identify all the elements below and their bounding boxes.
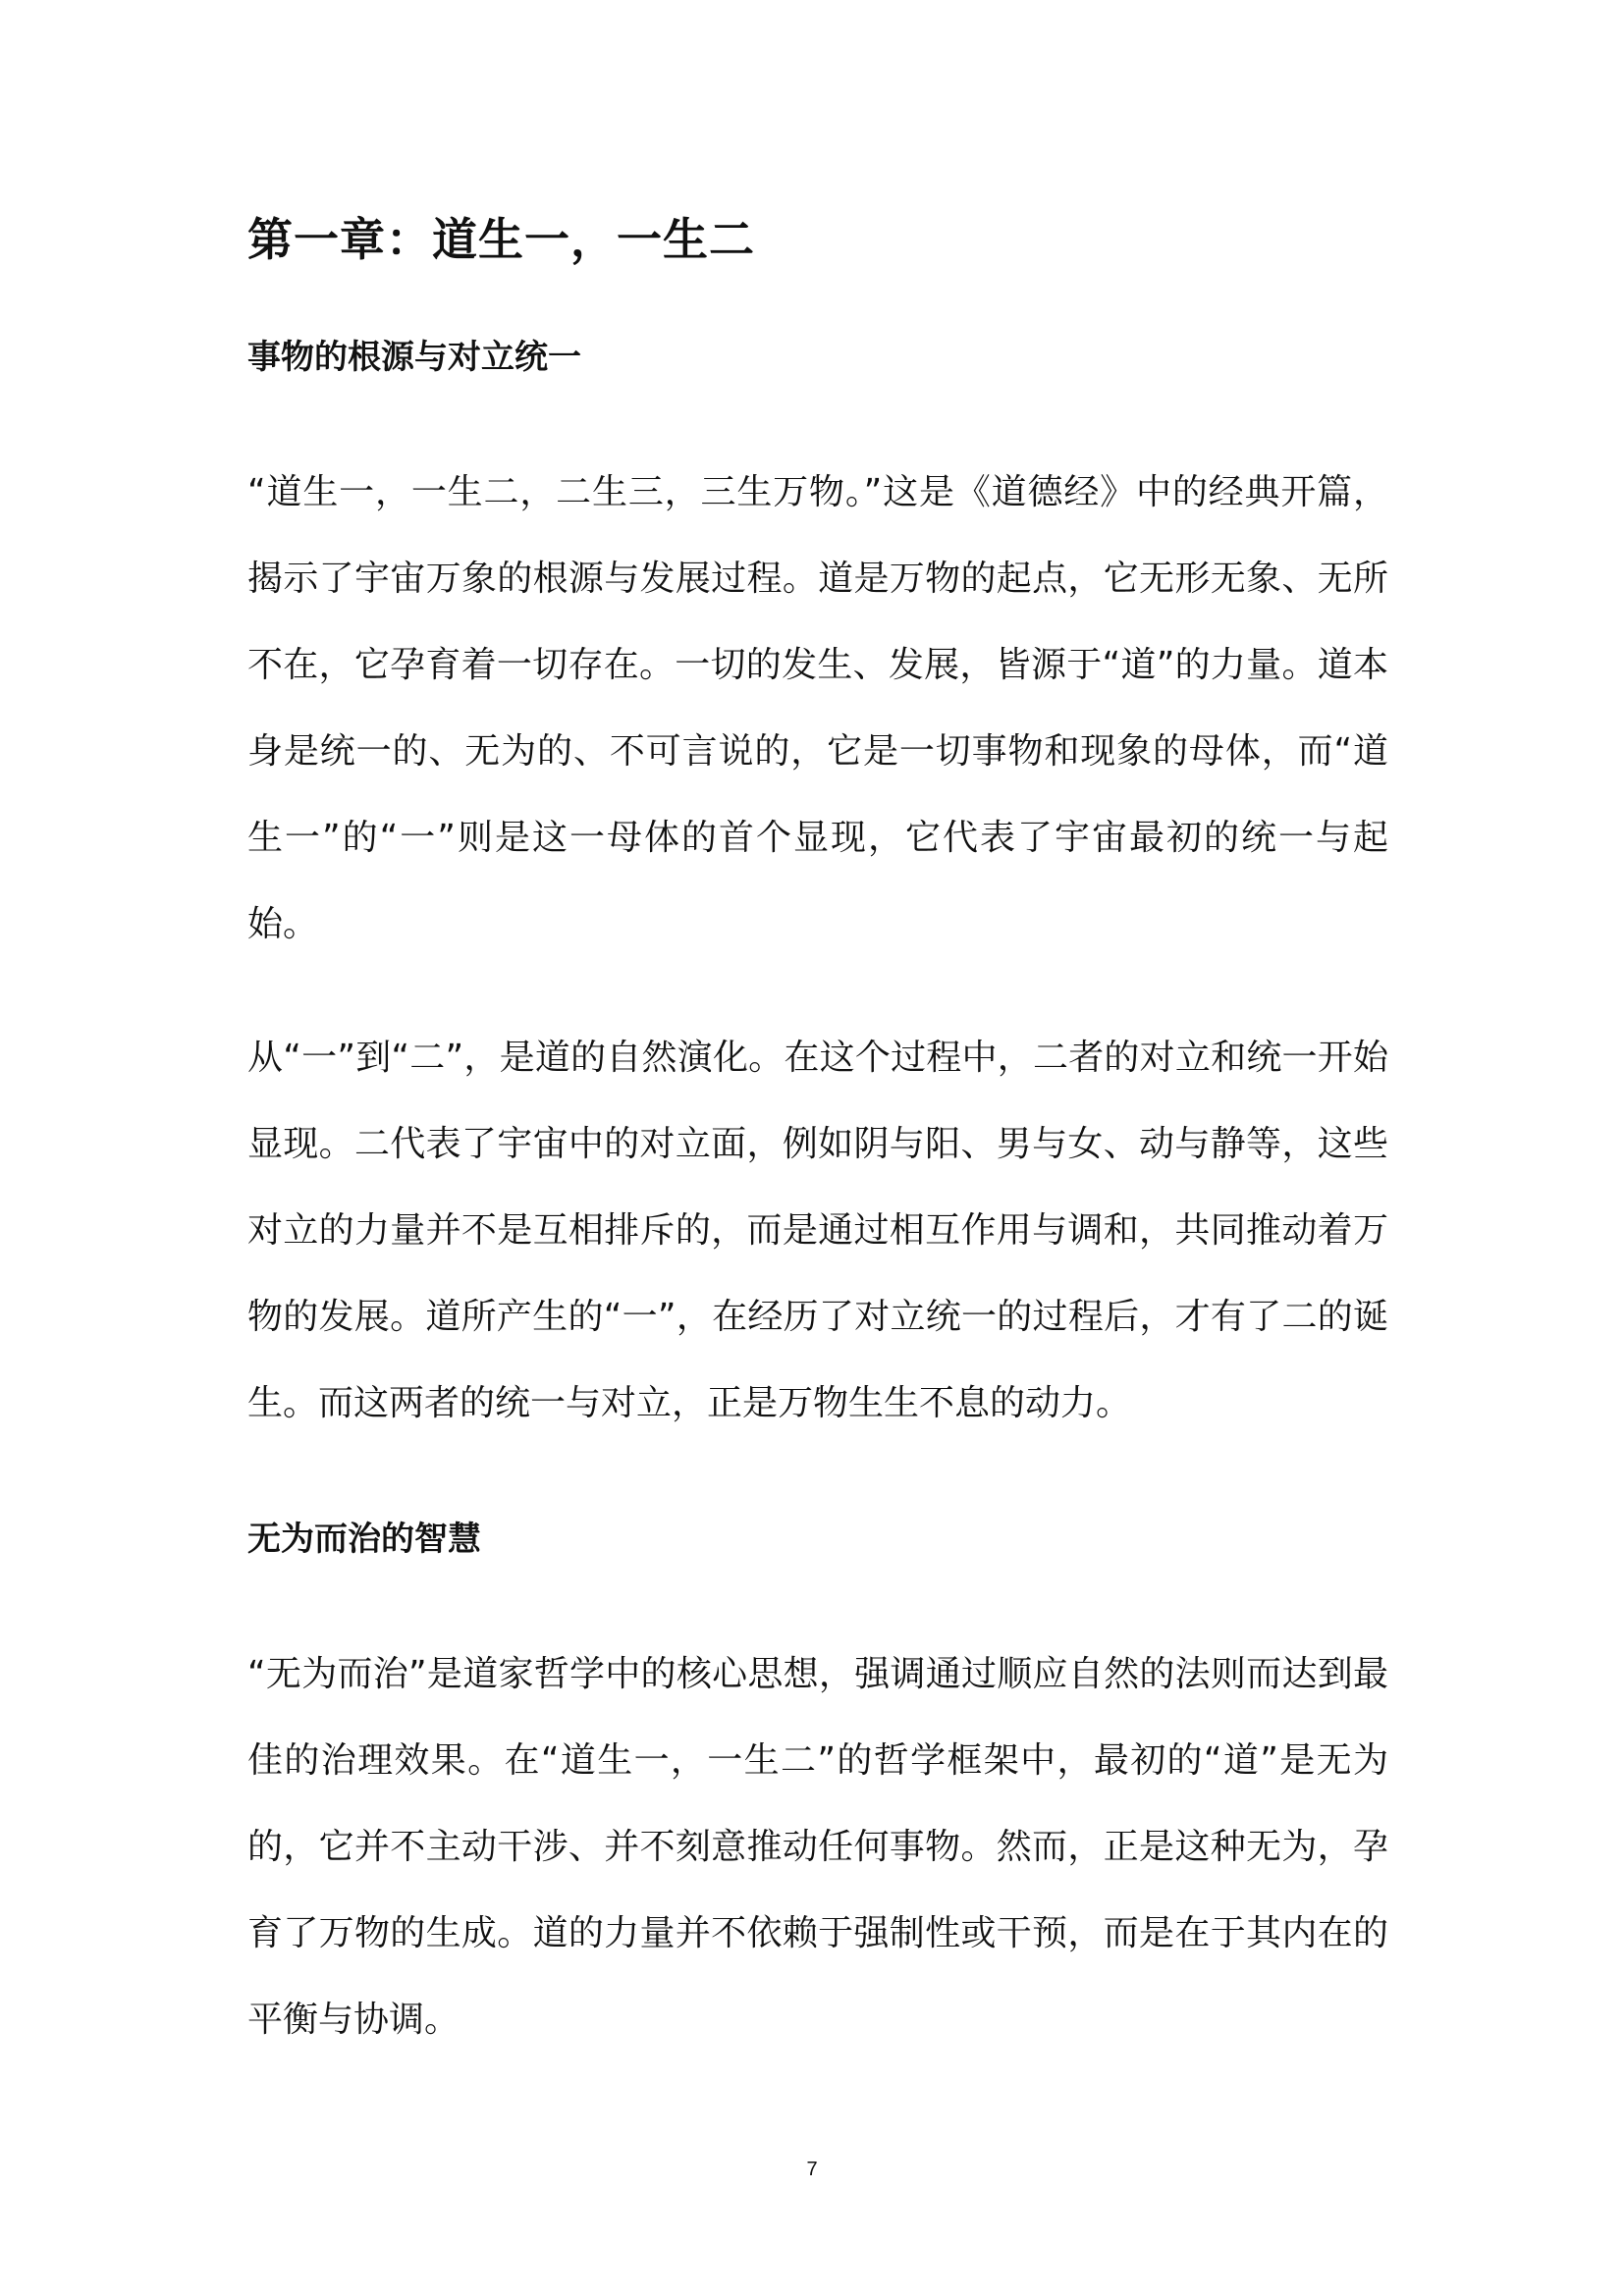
paragraph: 从“一”到“二”，是道的自然演化。在这个过程中，二者的对立和统一开始显现。二代表了宇宙中的对立面，例如阴与阳、男与女、动与静等，这些对立的力量并不是互相排斥的，而是通过相互作用与调和，共同推动着万物的发展。道所产生的“一”，在经历了对立统一的过程后，才有了二的诞生。而这两者的统一与对立，正是万物生生不息的动力。 (247, 1038, 1388, 1423)
section-title: 无为而治的智慧 (247, 1520, 481, 1559)
section-title: 事物的根源与对立统一 (247, 338, 581, 377)
page-content (247, 204, 1388, 2063)
chapter-title: 第一章：道生一，一生二 (247, 213, 755, 266)
page-number: 7 (806, 2159, 818, 2180)
paragraph: “无为而治”是道家哲学中的核心思想，强调通过顺应自然的法则而达到最佳的治理效果。在“道生一，一生二”的哲学框架中，最初的“道”是无为的，它并不主动干涉、并不刻意推动任何事物。然而，正是这种无为，孕育了万物的生成。道的力量并不依赖于强制性或干预，而是在于其内在的平衡与协调。 (247, 1654, 1388, 2040)
paragraph: “道生一，一生二，二生三，三生万物。”这是《道德经》中的经典开篇，揭示了宇宙万象的根源与发展过程。道是万物的起点，它无形无象、无所不在，它孕育着一切存在。一切的发生、发展，皆源于“道”的力量。道本身是统一的、无为的、不可言说的，它是一切事物和现象的母体，而“道生一”的“一”则是这一母体的首个显现，它代表了宇宙最初的统一与起始。 (247, 472, 1388, 944)
